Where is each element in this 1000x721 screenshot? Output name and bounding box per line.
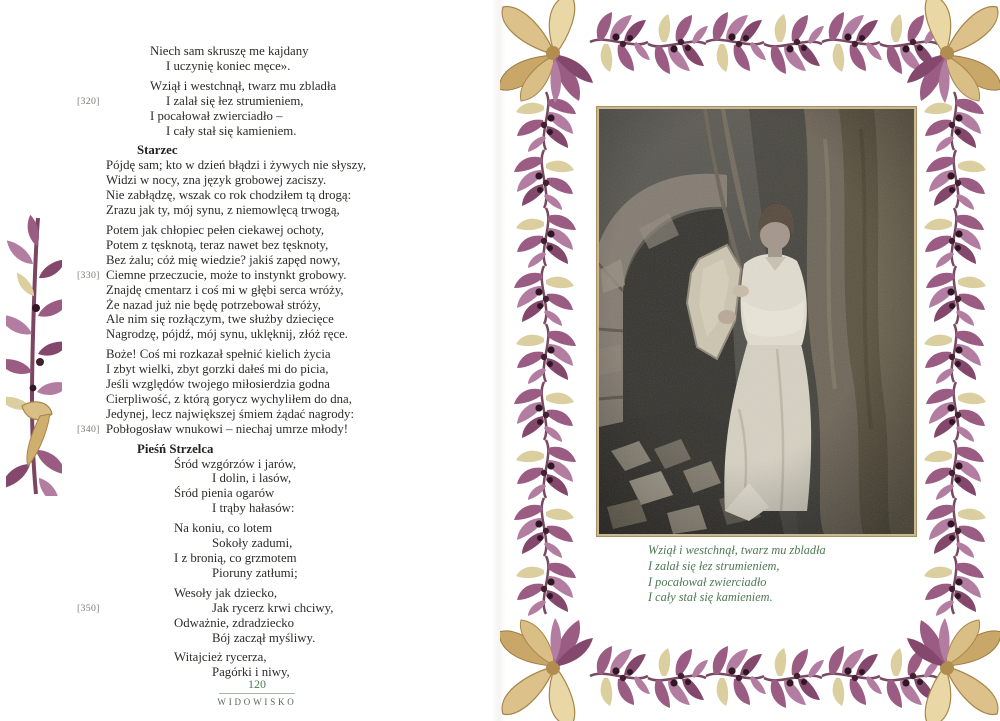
- poem-line: [106, 377, 478, 392]
- poem-line-text: Jedynej, lecz największej śmiem żądać nagrody:: [106, 406, 355, 421]
- illustration-frame: [597, 107, 916, 536]
- poem-line-text: Niech sam skruszę me kajdany: [150, 44, 309, 58]
- poem-line: [77, 600, 478, 616]
- poem-line: [106, 551, 478, 566]
- stanza: [106, 143, 478, 218]
- poem-line-text: Potem jak chłopiec pełen ciekawej ochoty,: [106, 222, 325, 237]
- poem-line-text: Witajcież rycerza,: [174, 650, 267, 665]
- poem-line: [106, 124, 478, 139]
- poem-line-text: I cały stał się kamieniem.: [166, 123, 297, 138]
- right-page: [500, 0, 1000, 721]
- caption-line: I pocałował zwierciadło: [648, 574, 767, 589]
- poem-line: [106, 238, 478, 253]
- poem-line: [106, 631, 478, 646]
- poem-line: [106, 616, 478, 631]
- poem-line-text: I pocałował zwierciadło –: [150, 108, 283, 123]
- line-number: [350]: [77, 603, 100, 615]
- poem-line-text: Że nazad już nie będę potrzebował stróży,: [106, 297, 321, 312]
- poem-line: [106, 253, 478, 268]
- poem-line-text: Pobłogosław wnukowi – niechaj umrze młody!: [106, 421, 349, 436]
- poem-line-text: Pagórki i niwy,: [212, 665, 290, 680]
- poem-line: [106, 188, 478, 203]
- poem-line-text: I dolin, i lasów,: [212, 471, 292, 486]
- poem-line: [106, 521, 478, 536]
- stanza: [106, 44, 478, 74]
- poem-line: [106, 59, 478, 74]
- poem-line-text: I zalał się łez strumieniem,: [166, 93, 304, 108]
- running-title: WIDOWISKO: [217, 697, 297, 707]
- illustration-man-with-mirror: [599, 109, 914, 534]
- poem-line-text: Pójdę sam; kto w dzień błądzi i żywych nie słyszy,: [106, 158, 367, 173]
- caption-line: Wziął i westchnął, twarz mu zbladła: [648, 543, 826, 557]
- poem-line: [106, 536, 478, 551]
- page-footer: [106, 678, 408, 707]
- poem-line: [77, 267, 478, 283]
- poem-line-text: I trąby hałasów:: [212, 501, 295, 516]
- poem-line: [106, 407, 478, 422]
- poem-line-text: Nie zabłądzę, wszak co rok chodziłem tą drogą:: [106, 188, 352, 203]
- poem-line-text: Zrazu jak ty, mój synu, z niemowlęcą trwogą,: [106, 203, 340, 218]
- poem-line-text: Widzi w nocy, zna język grobowej zaciszy.: [106, 173, 327, 188]
- poem-line-text: Odważnie, zdradziecko: [174, 615, 295, 630]
- poem-line-text: Jeśli względów twojego miłosierdzia godna: [106, 377, 330, 392]
- poem-line: [106, 312, 478, 327]
- line-number: [340]: [77, 424, 100, 436]
- line-number: [330]: [77, 270, 100, 282]
- stanza: [77, 222, 478, 342]
- poem-line-text: Śród wzgórzów i jarów,: [174, 456, 297, 471]
- stanza: [106, 650, 478, 680]
- poem-line: [106, 173, 478, 188]
- line-number: [320]: [77, 96, 100, 108]
- poem-line-text: Ale nim się rozłączym, twe służby dziecięce: [106, 312, 334, 327]
- poem: [77, 44, 478, 685]
- stanza: [77, 78, 478, 139]
- stanza: [77, 347, 478, 436]
- stanza-heading: Starzec: [137, 143, 178, 158]
- poem-line: [106, 79, 478, 94]
- poem-line-text: Śród pienia ogarów: [174, 486, 275, 501]
- poem-line-text: Ciemne przeczucie, może to instynkt grobowy.: [106, 267, 347, 282]
- poem-line-text: Bez żalu; cóż mię wiedzie? jakiś zapęd nowy,: [106, 252, 341, 267]
- poem-line: [106, 650, 478, 665]
- illustration-caption: [648, 543, 826, 606]
- poem-line: [106, 44, 478, 59]
- poem-line: [106, 327, 478, 342]
- poem-line-text: Pioruny zatłumi;: [212, 565, 298, 580]
- poem-line-text: I z bronią, co grzmotem: [174, 551, 297, 565]
- stanza-heading: Pieśń Strzelca: [137, 441, 214, 456]
- poem-line: [106, 501, 478, 516]
- poem-line: [106, 158, 478, 173]
- stanza: [106, 442, 478, 517]
- poem-line: [106, 586, 478, 601]
- poem-line-text: I zbyt wielki, zbyt gorzki dałeś mi do picia,: [106, 362, 329, 377]
- caption-line: I cały stał się kamieniem.: [648, 590, 773, 605]
- poem-line: [106, 486, 478, 501]
- poem-line: [106, 109, 478, 124]
- caption-line: I zalał się łez strumieniem,: [648, 558, 780, 573]
- page-number: 120: [248, 677, 266, 691]
- poem-line: [106, 347, 478, 362]
- poem-line-text: Jak rycerz krwi chciwy,: [212, 600, 334, 615]
- poem-line-text: Potem z tęsknotą, teraz nawet bez tęsknoty,: [106, 237, 329, 252]
- poem-line-text: Na koniu, co lotem: [174, 521, 273, 536]
- poem-line: [77, 93, 478, 109]
- poem-line-text: Wesoły jak dziecko,: [174, 585, 278, 600]
- stanza: [77, 585, 478, 646]
- poem-line-text: Bój zaczął myśliwy.: [212, 630, 316, 645]
- poem-line: [106, 457, 478, 472]
- stanza: [106, 521, 478, 581]
- poem-line-text: Boże! Coś mi rozkazał spełnić kielich życia: [106, 347, 331, 362]
- poem-line: [106, 223, 478, 238]
- poem-line: [77, 421, 478, 437]
- poem-line-text: Znajdę cmentarz i coś mi w głębi serca wróży,: [106, 282, 344, 297]
- poem-line: [106, 471, 478, 486]
- poem-line: [106, 566, 478, 581]
- poem-line-text: Cierpliwość, z którą gorycz wychyliłem do dna,: [106, 391, 352, 406]
- footer-rule: [219, 693, 295, 694]
- poem-line-text: Wziął i westchnął, twarz mu zbladła: [150, 78, 337, 93]
- poem-line: [106, 392, 478, 407]
- poem-line-text: Nagrodzę, pójdź, mój synu, uklęknij, złóż ręce.: [106, 327, 348, 342]
- poem-line-text: I uczynię koniec męce».: [166, 58, 291, 73]
- poem-line: [106, 298, 478, 313]
- poem-line-text: Sokoły zadumi,: [212, 536, 293, 551]
- floral-sprig-ornament-icon: [6, 212, 62, 496]
- poem-line: [106, 203, 478, 218]
- poem-line: [106, 283, 478, 298]
- poem-line: [106, 362, 478, 377]
